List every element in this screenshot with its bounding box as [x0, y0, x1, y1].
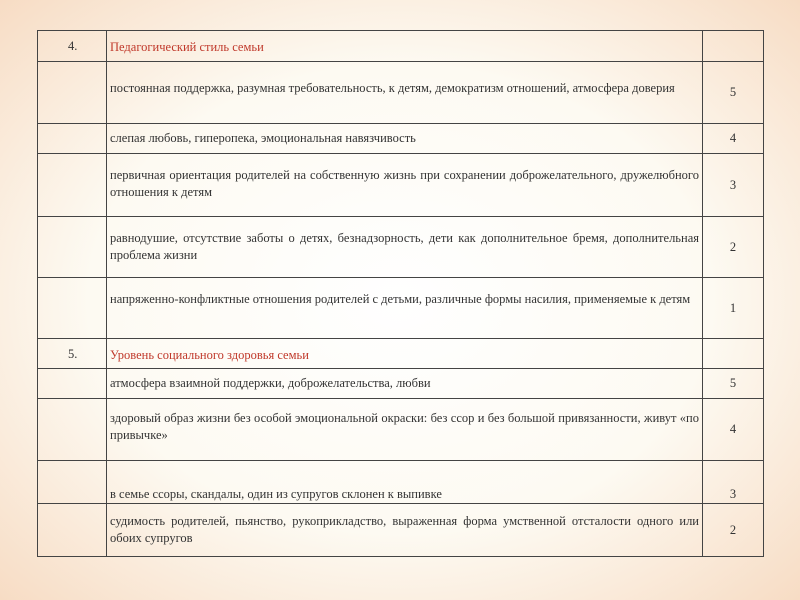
table-row	[38, 124, 764, 154]
table-row	[38, 399, 764, 461]
criteria-table	[37, 30, 764, 557]
criterion-text: напряженно-конфликтные отношения родителей с детьми, различные формы насилия, применяемые к детям	[107, 278, 703, 339]
criterion-text: атмосфера взаимной поддержки, доброжелательства, любви	[107, 369, 703, 399]
empty-cell	[38, 461, 107, 504]
score-value: 4	[703, 399, 764, 461]
score-value: 4	[703, 124, 764, 154]
score-value: 2	[703, 504, 764, 557]
empty-cell	[703, 339, 764, 369]
criterion-text: слепая любовь, гиперопека, эмоциональная навязчивость	[107, 124, 703, 154]
score-value: 2	[703, 217, 764, 278]
criterion-text: здоровый образ жизни без особой эмоциональной окраски: без ссор и без большой привязанности, живут «по привычке»	[107, 399, 703, 461]
criterion-text: первичная ориентация родителей на собственную жизнь при сохранении доброжелательного, дружелюбного отношения к детям	[107, 154, 703, 217]
score-value: 1	[703, 278, 764, 339]
empty-cell	[38, 124, 107, 154]
section-number: 4.	[38, 31, 107, 62]
section-header-row	[38, 31, 764, 62]
empty-cell	[38, 62, 107, 124]
score-value: 5	[703, 369, 764, 399]
empty-cell	[38, 504, 107, 557]
criterion-text: судимость родителей, пьянство, рукоприкладство, выраженная форма умственной отсталости одного или обоих супругов	[107, 504, 703, 557]
score-value: 3	[703, 154, 764, 217]
empty-cell	[703, 31, 764, 62]
empty-cell	[38, 399, 107, 461]
table-row	[38, 62, 764, 124]
section-number: 5.	[38, 339, 107, 369]
table-row	[38, 504, 764, 557]
score-value: 3	[703, 461, 764, 504]
table-row	[38, 154, 764, 217]
score-value: 5	[703, 62, 764, 124]
criterion-text: постоянная поддержка, разумная требовательность, к детям, демократизм отношений, атмосфера доверия	[107, 62, 703, 124]
section-title: Уровень социального здоровья семьи	[107, 339, 703, 369]
criterion-text: равнодушие, отсутствие заботы о детях, безнадзорность, дети как дополнительное бремя, дополнительная проблема жизни	[107, 217, 703, 278]
empty-cell	[38, 217, 107, 278]
table-row	[38, 217, 764, 278]
empty-cell	[38, 369, 107, 399]
empty-cell	[38, 278, 107, 339]
table-row	[38, 461, 764, 504]
section-title: Педагогический стиль семьи	[107, 31, 703, 62]
table-row	[38, 369, 764, 399]
table-row	[38, 278, 764, 339]
section-header-row	[38, 339, 764, 369]
criterion-text: в семье ссоры, скандалы, один из супругов склонен к выпивке	[107, 461, 703, 504]
empty-cell	[38, 154, 107, 217]
